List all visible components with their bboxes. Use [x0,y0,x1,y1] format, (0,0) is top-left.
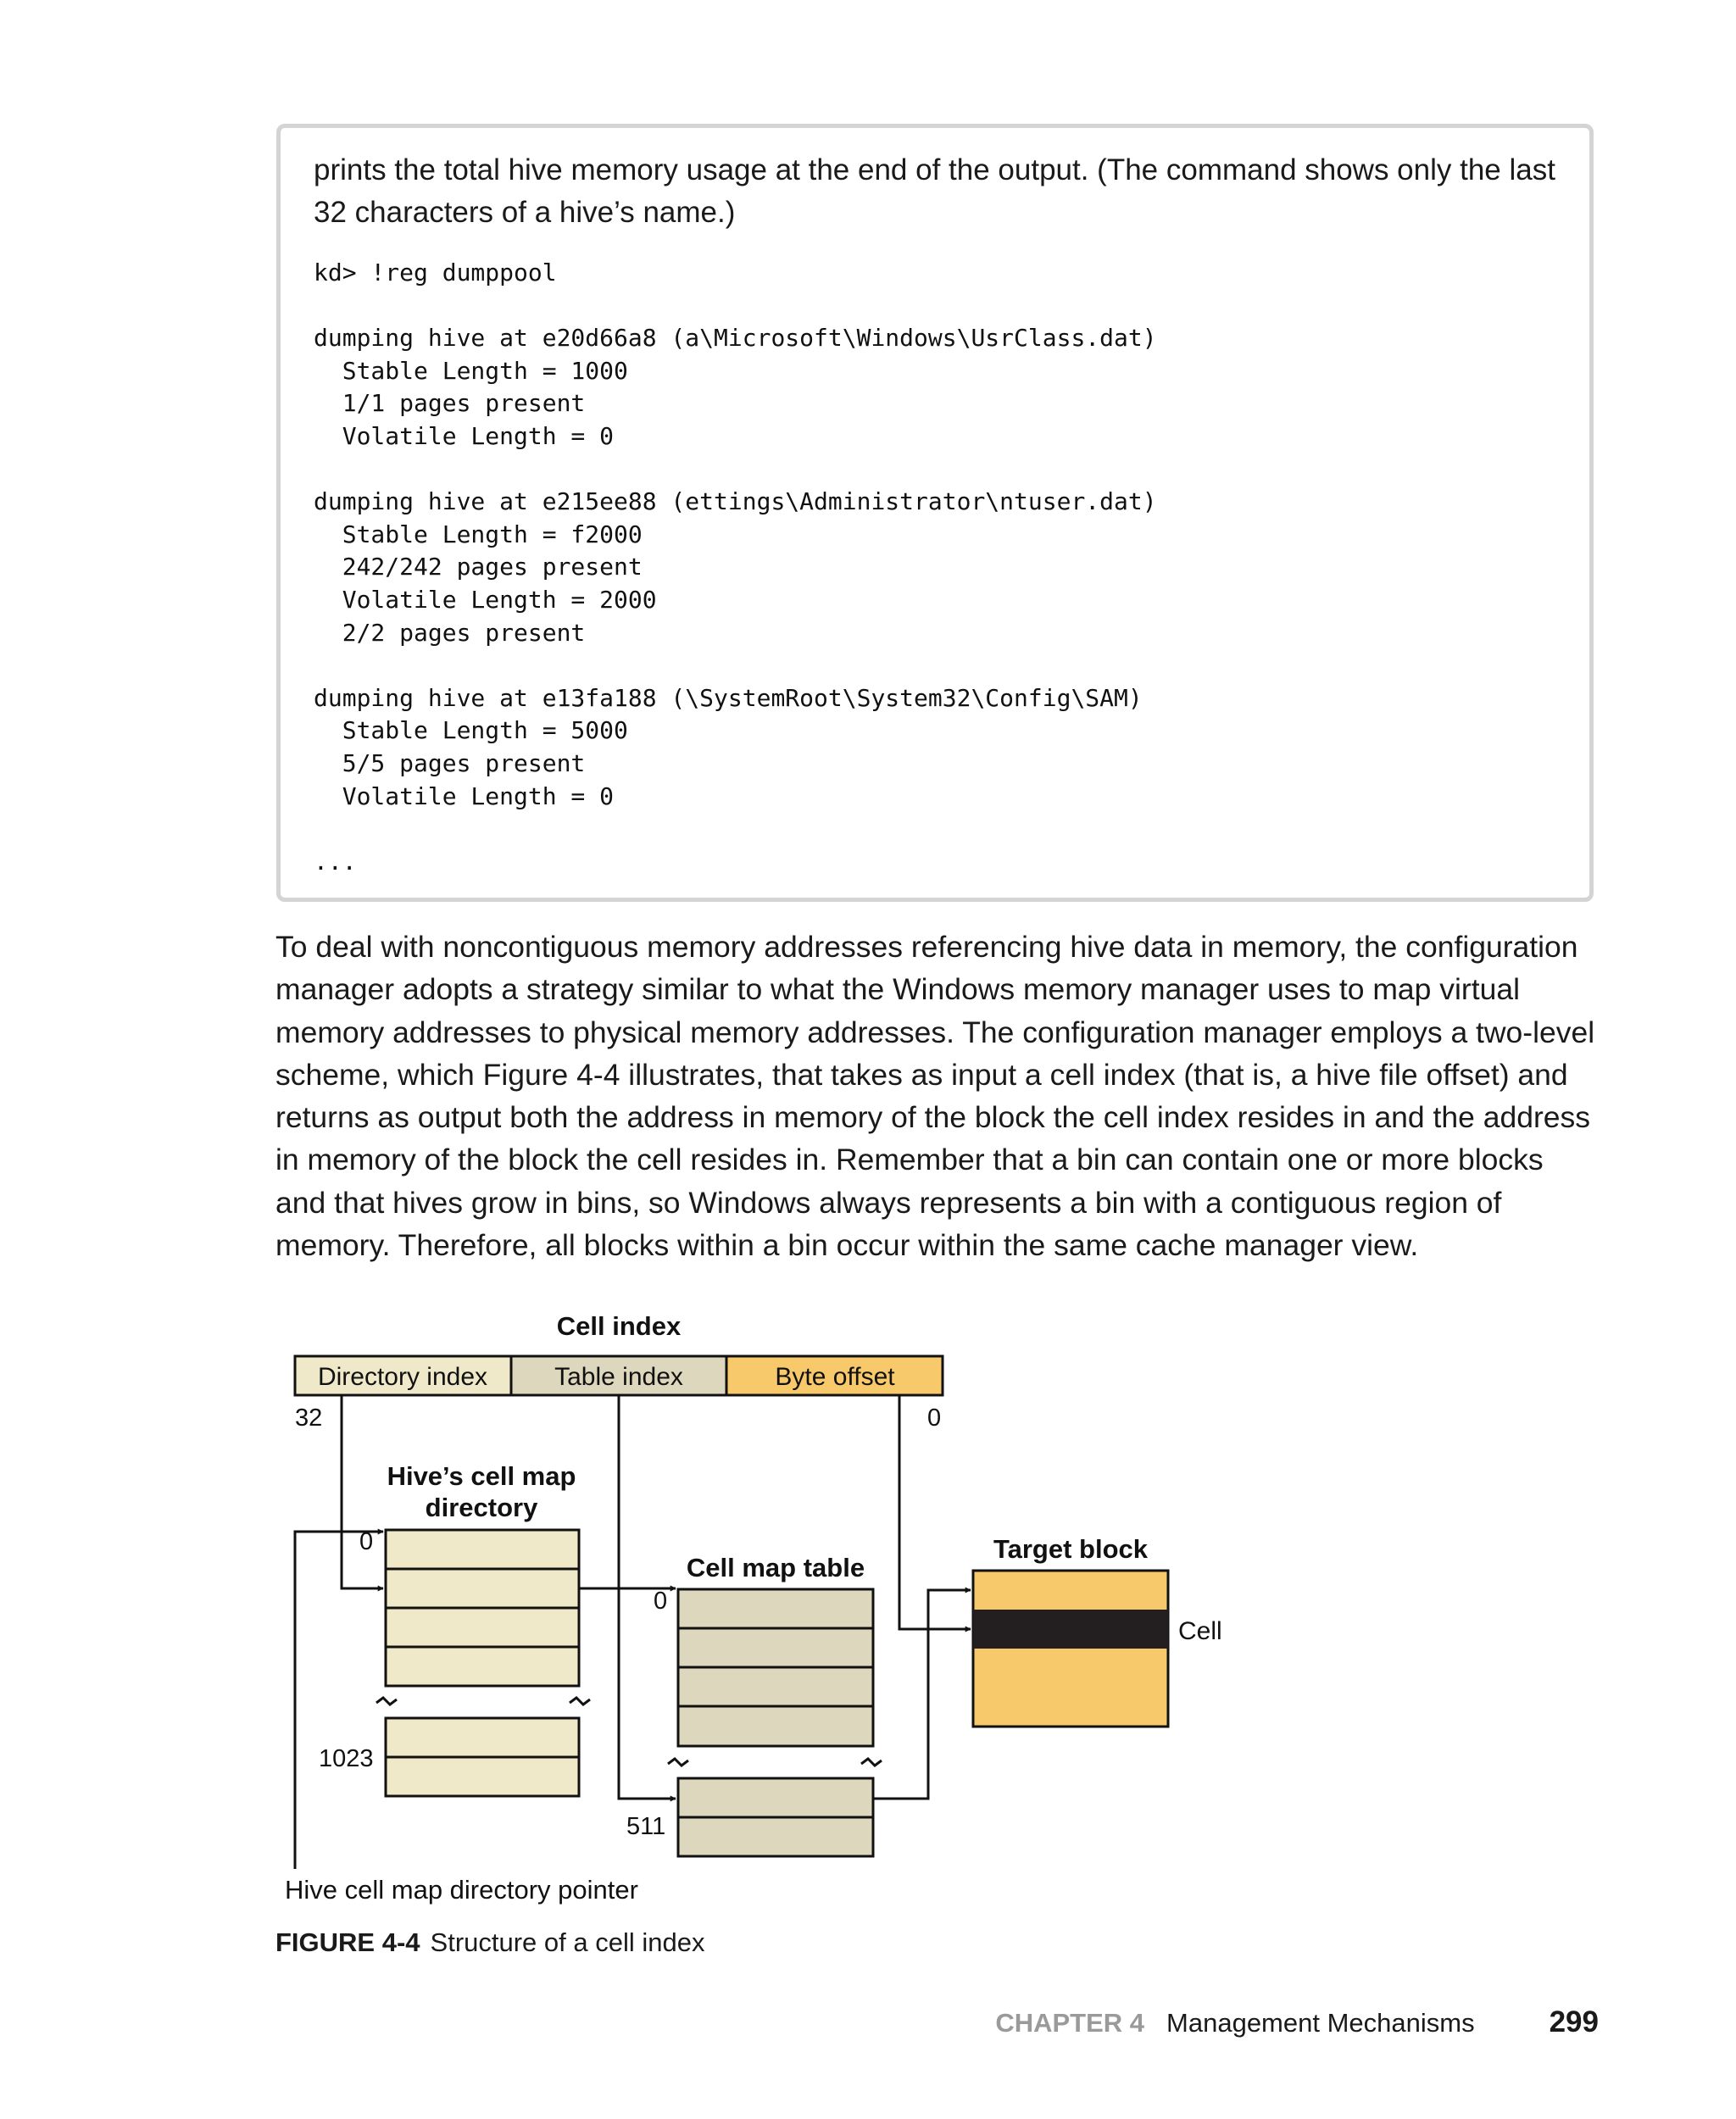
table-first-index: 0 [654,1588,668,1615]
code-line: kd> !reg dumppool [314,259,557,286]
footer-title: Management Mechanisms [1166,2008,1475,2038]
pointer-label: Hive cell map directory pointer [285,1875,638,1905]
directory-title: Hive’s cell map [387,1461,576,1491]
code-line: dumping hive at e13fa188 (\SystemRoot\System32\Config\SAM) [314,683,1143,712]
field-table-index-label: Table index [554,1363,683,1391]
code-line: 5/5 pages present [314,748,586,777]
arrow-table-to-target [873,1590,971,1799]
table-title: Cell map table [686,1553,865,1582]
code-line: 2/2 pages present [314,618,586,647]
code-line: 1/1 pages present [314,389,586,418]
field-byte-offset-label: Byte offset [775,1363,895,1391]
table-blocks [678,1589,873,1856]
directory-first-index: 0 [359,1528,374,1555]
code-line: Volatile Length = 0 [314,421,615,450]
break-mark [376,1698,397,1705]
directory-last-index: 1023 [319,1745,374,1772]
bit-high-label: 32 [295,1404,323,1432]
arrow-dirindex-to-directory [342,1395,383,1588]
cell-index-title: Cell index [556,1311,682,1341]
figure-caption-text: Structure of a cell index [430,1927,705,1957]
arrow-pointer-to-directory [295,1532,383,1869]
figure-caption [275,1926,704,1960]
footer-chapter: CHAPTER 4 [995,2008,1145,2038]
target-title: Target block [993,1534,1149,1564]
body-paragraph: To deal with noncontiguous memory addresses referencing hive data in memory, the configuration manager adopts a strategy similar to what the Windows memory manager uses to map virtual memory addresses to physical memory addresses. The configuration manager employs a two-level scheme, which Figure 4-4 illustrates, that takes as input a cell index (that is, a hive file offset) and returns as output both the address in memory of the block the cell index resides in and the address in memory of the block the cell resides in. Remember that a bin can contain one or more blocks and that hives grow in bins, so Windows always represents a bin with a contiguous region of memory. Therefore, all blocks within a bin occur within the same cache manager view. [275,930,1595,1263]
page-footer [995,2004,1599,2042]
bit-low-label: 0 [927,1404,942,1432]
code-line: ... [314,847,357,876]
code-line: Volatile Length = 0 [314,781,615,810]
box-intro-text: prints the total hive memory usage at the end of the output. (The command shows only the last 32 characters of a hive’s name.) [314,153,1555,229]
code-line: Stable Length = 5000 [314,716,628,745]
code-line: dumping hive at e215ee88 (ettings\Administrator\ntuser.dat) [314,487,1157,516]
code-line: dumping hive at e20d66a8 (a\Microsoft\Windows\UsrClass.dat) [314,324,1157,353]
table-last-index: 511 [626,1813,666,1840]
break-mark [668,1759,688,1766]
cell-label: Cell [1178,1617,1222,1645]
field-directory-index-label: Directory index [317,1363,488,1391]
break-mark [861,1759,882,1766]
code-line: 242/242 pages present [314,553,643,581]
directory-blocks [386,1530,579,1796]
directory-title-line2: directory [425,1493,538,1522]
break-mark [570,1698,590,1705]
code-line: Volatile Length = 2000 [314,585,657,614]
code-line: Stable Length = 1000 [314,356,628,385]
code-line: Stable Length = f2000 [314,520,643,548]
cell-band [973,1610,1168,1649]
figure-caption-label: FIGURE 4-4 [275,1927,420,1957]
page-number: 299 [1549,2005,1599,2038]
